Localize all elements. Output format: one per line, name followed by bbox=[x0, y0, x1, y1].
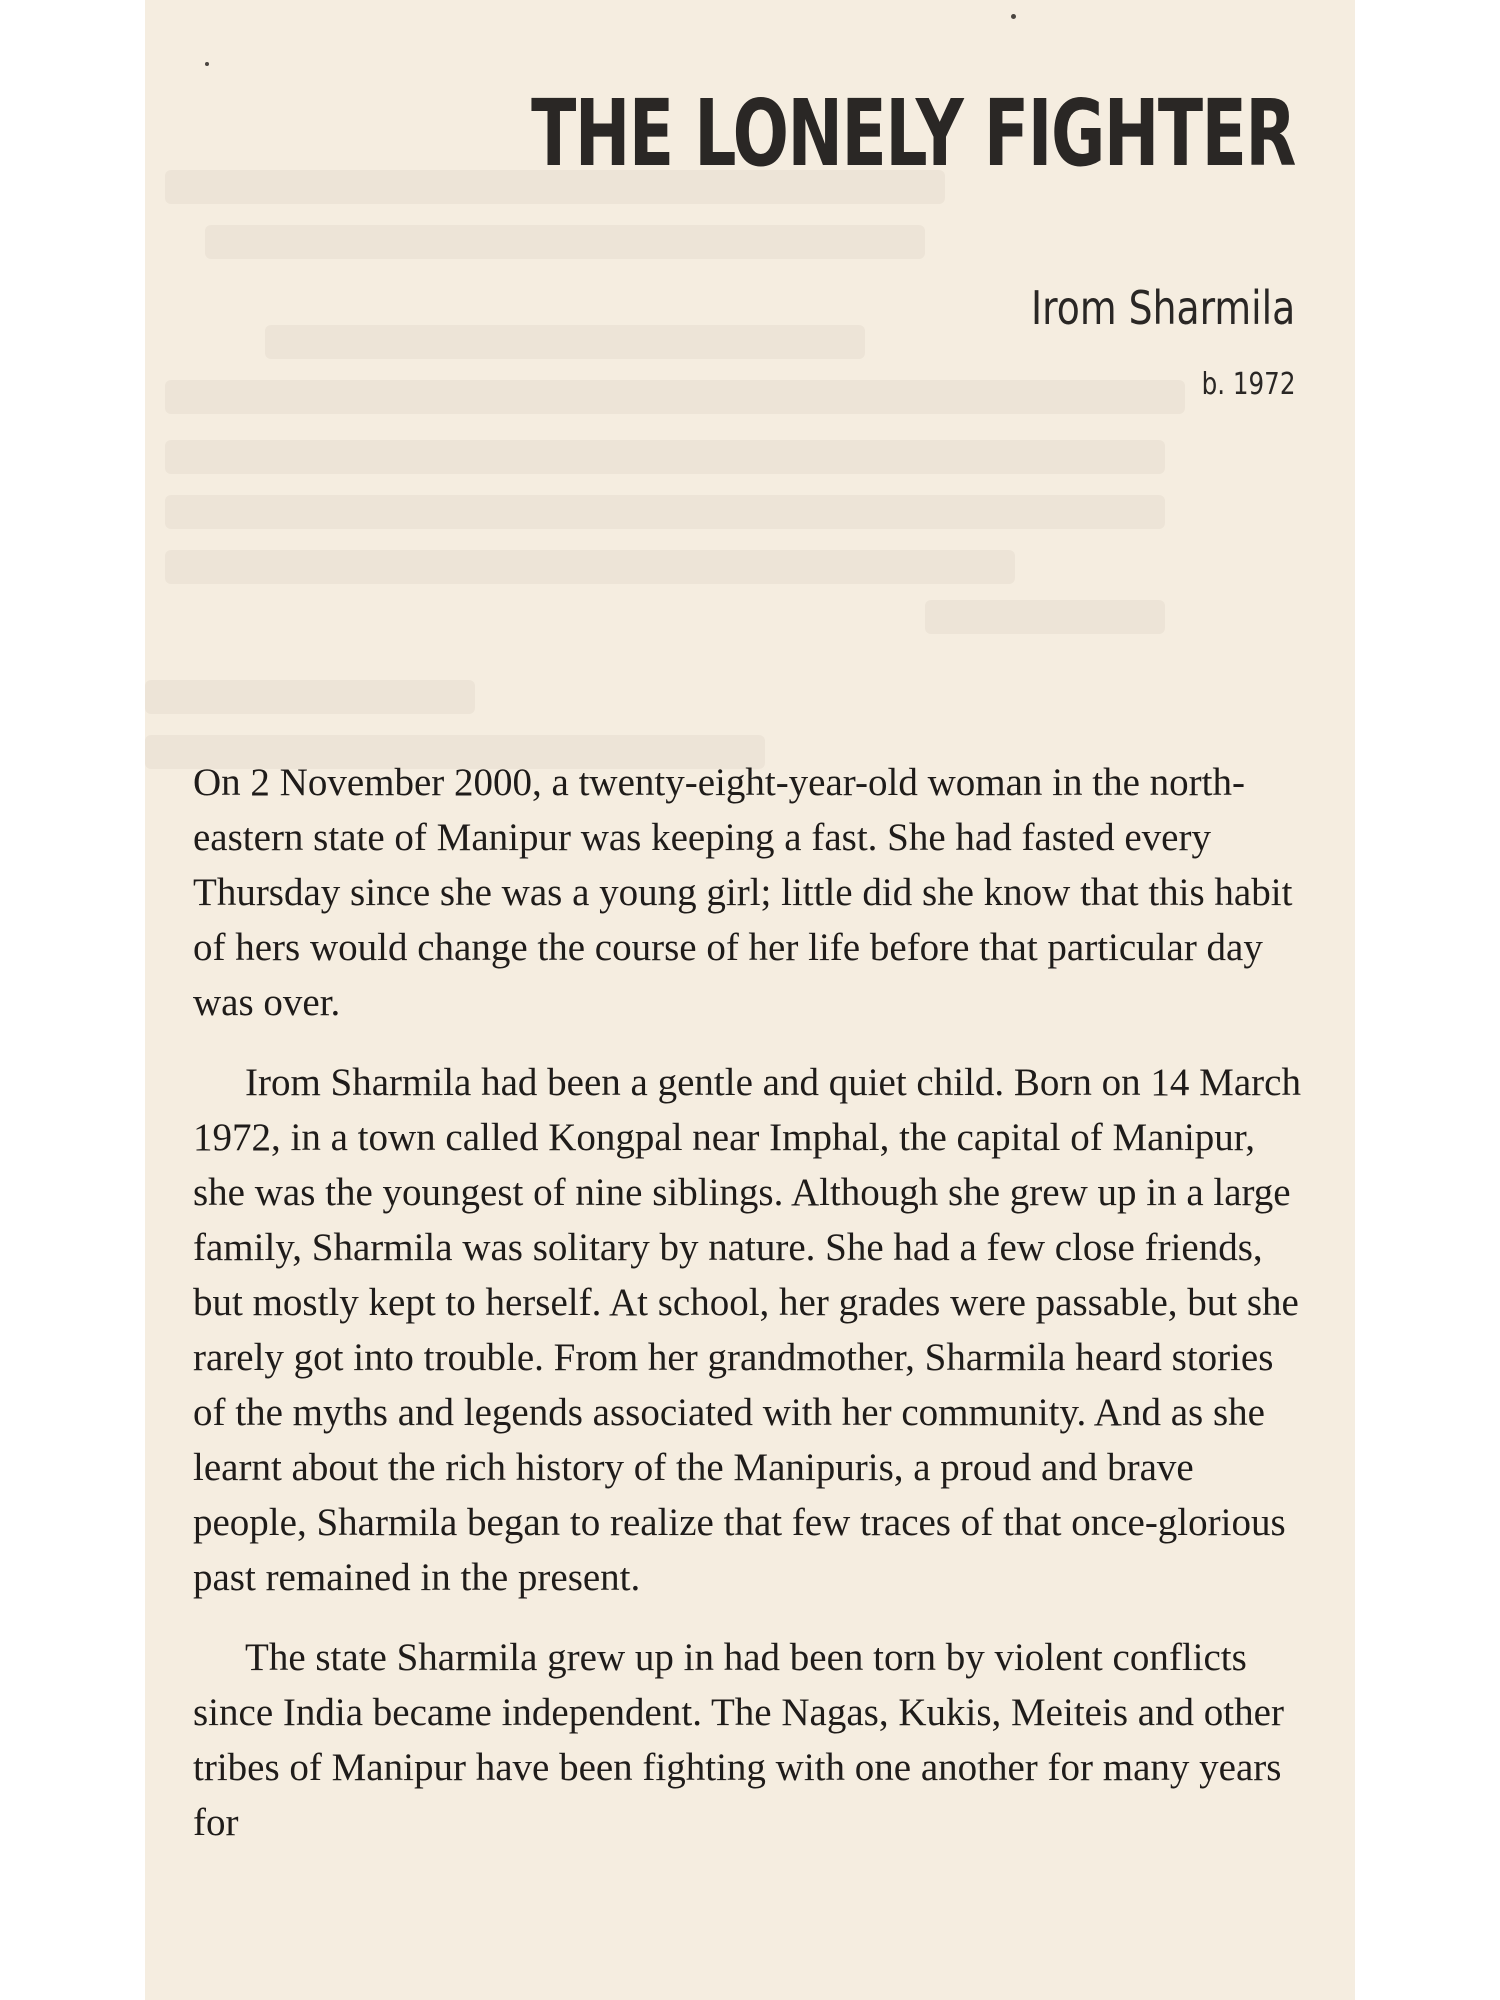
ink-speck bbox=[1011, 14, 1016, 19]
show-through-line bbox=[145, 680, 475, 714]
book-page bbox=[145, 0, 1355, 2000]
show-through-line bbox=[165, 550, 1015, 584]
paragraph: The state Sharmila grew up in had been torn by violent conflicts since India became independent. The Nagas, Kukis, Meiteis and other tribes of Manipur have been fighting with one another for many years for bbox=[193, 1636, 1284, 1844]
subject-name: Irom Sharmila bbox=[1030, 281, 1295, 335]
show-through-line bbox=[925, 600, 1165, 634]
chapter-body bbox=[193, 755, 1313, 1850]
show-through-line bbox=[205, 225, 925, 259]
ink-speck bbox=[205, 62, 209, 66]
chapter-title: THE LONELY FIGHTER bbox=[531, 80, 1295, 187]
show-through-line bbox=[165, 495, 1165, 529]
paragraph: On 2 November 2000, a twenty-eight-year-old woman in the north-eastern state of Manipur was keeping a fast. She had fasted every Thursday since she was a young girl; little did she know that this habit of hers would change the course of her life before that particular day was over. bbox=[193, 761, 1293, 1024]
birth-year: b. 1972 bbox=[1201, 367, 1295, 402]
show-through-line bbox=[165, 440, 1165, 474]
show-through-line bbox=[165, 380, 1185, 414]
paragraph: Irom Sharmila had been a gentle and quiet child. Born on 14 March 1972, in a town called Kongpal near Imphal, the capital of Manipur, she was the youngest of nine siblings. Although she grew up in a large family, Sharmila was solitary by nature. She had a few close friends, but mostly kept to herself. At school, her grades were passable, but she rarely got into trouble. From her grandmother, Sharmila heard stories of the myths and legends associated with her community. And as she learnt about the rich history of the Manipuris, a proud and brave people, Sharmila began to realize that few traces of that once-glorious past remained in the present. bbox=[193, 1061, 1301, 1599]
show-through-line bbox=[265, 325, 865, 359]
